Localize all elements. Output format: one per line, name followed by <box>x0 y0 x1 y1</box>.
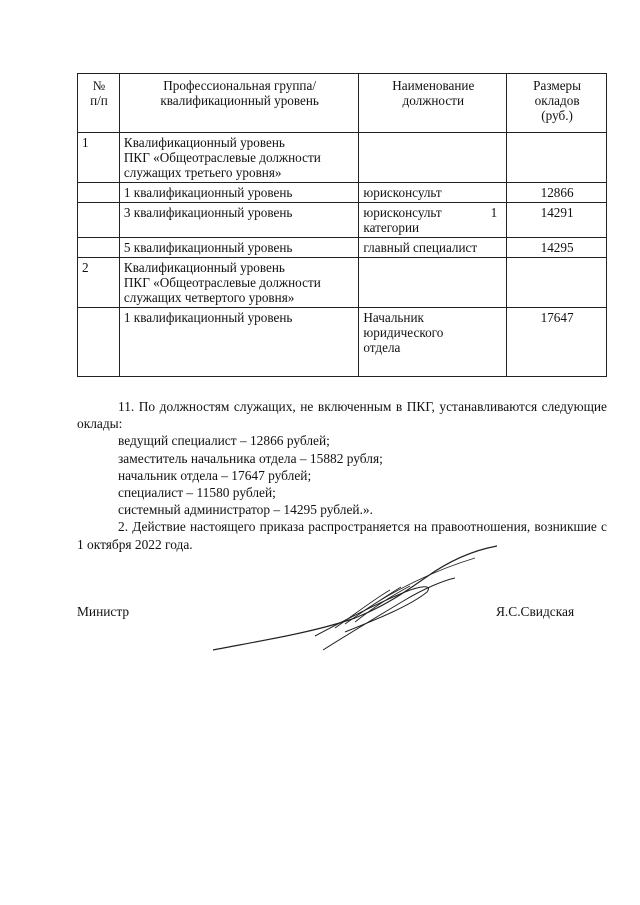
signer-name: Я.С.Свидская <box>496 604 575 619</box>
table-row <box>78 308 607 377</box>
header-num <box>78 74 120 133</box>
row-salary: 12866 <box>507 183 607 203</box>
signer-title: Министр <box>77 604 130 619</box>
row-salary: 14295 <box>507 238 607 258</box>
row-num: 1 <box>78 133 120 183</box>
row-group: 1 квалификационный уровень <box>119 308 358 377</box>
row-num <box>78 183 120 203</box>
salary-table <box>77 73 607 377</box>
list-item: специалист – 11580 рублей; <box>118 485 276 501</box>
row-salary: 17647 <box>507 308 607 377</box>
header-group <box>119 74 358 133</box>
row-group: 5 квалификационный уровень <box>119 238 358 258</box>
header-position <box>359 74 507 133</box>
position-text: юрисконсульт <box>363 205 442 220</box>
list-item: системный администратор – 14295 рублей.». <box>118 502 373 518</box>
header-salary-text: Размеры окладов (руб.) <box>533 78 582 123</box>
row-group: 1 квалификационный уровень <box>119 183 358 203</box>
paragraph-2: 2. Действие настоящего приказа распространяется на правоотношения, возникшие с 1 октября 2022 года. <box>77 519 607 552</box>
table-header-row <box>78 74 607 133</box>
row-num <box>78 203 120 238</box>
row-group-text: Квалификационный уровень ПКГ «Общеотраслевые должности служащих третьего уровня» <box>123 135 321 180</box>
row-position: юрисконсульт <box>359 183 507 203</box>
table-row <box>78 183 607 203</box>
row-salary: 14291 <box>507 203 607 238</box>
row-salary <box>507 258 607 308</box>
header-salary <box>507 74 607 133</box>
row-position <box>359 308 507 377</box>
table-row <box>78 238 607 258</box>
row-position <box>359 133 507 183</box>
table-row <box>78 258 607 308</box>
row-group: 3 квалификационный уровень <box>119 203 358 238</box>
row-group <box>119 258 358 308</box>
paragraph-11: 11. По должностям служащих, не включенным в ПКГ, устанавливаются следующие оклады: <box>77 399 607 432</box>
table-row <box>78 203 607 238</box>
position-line <box>363 205 503 220</box>
row-num <box>78 308 120 377</box>
list-item: ведущий специалист – 12866 рублей; <box>118 433 330 449</box>
header-group-text: Профессиональная группа/ квалификационный уровень <box>160 78 319 108</box>
handwritten-signature <box>205 540 505 660</box>
row-salary <box>507 133 607 183</box>
header-num-text: № п/п <box>90 78 108 108</box>
header-position-text: Наименование должности <box>392 78 475 108</box>
row-position <box>359 258 507 308</box>
position-grade: 1 <box>490 205 498 220</box>
row-position: главный специалист <box>359 238 507 258</box>
position-line2: категории <box>363 220 420 235</box>
body-text <box>77 398 607 553</box>
list-item: начальник отдела – 17647 рублей; <box>118 467 312 483</box>
table-row <box>78 133 607 183</box>
list-item: заместитель начальника отдела – 15882 рубля; <box>118 450 383 466</box>
row-position-text: Начальник юридического отдела <box>363 310 444 355</box>
row-num: 2 <box>78 258 120 308</box>
row-group <box>119 133 358 183</box>
row-group-text: Квалификационный уровень ПКГ «Общеотраслевые должности служащих четвертого уровня» <box>123 260 321 305</box>
row-num <box>78 238 120 258</box>
row-position <box>359 203 507 238</box>
